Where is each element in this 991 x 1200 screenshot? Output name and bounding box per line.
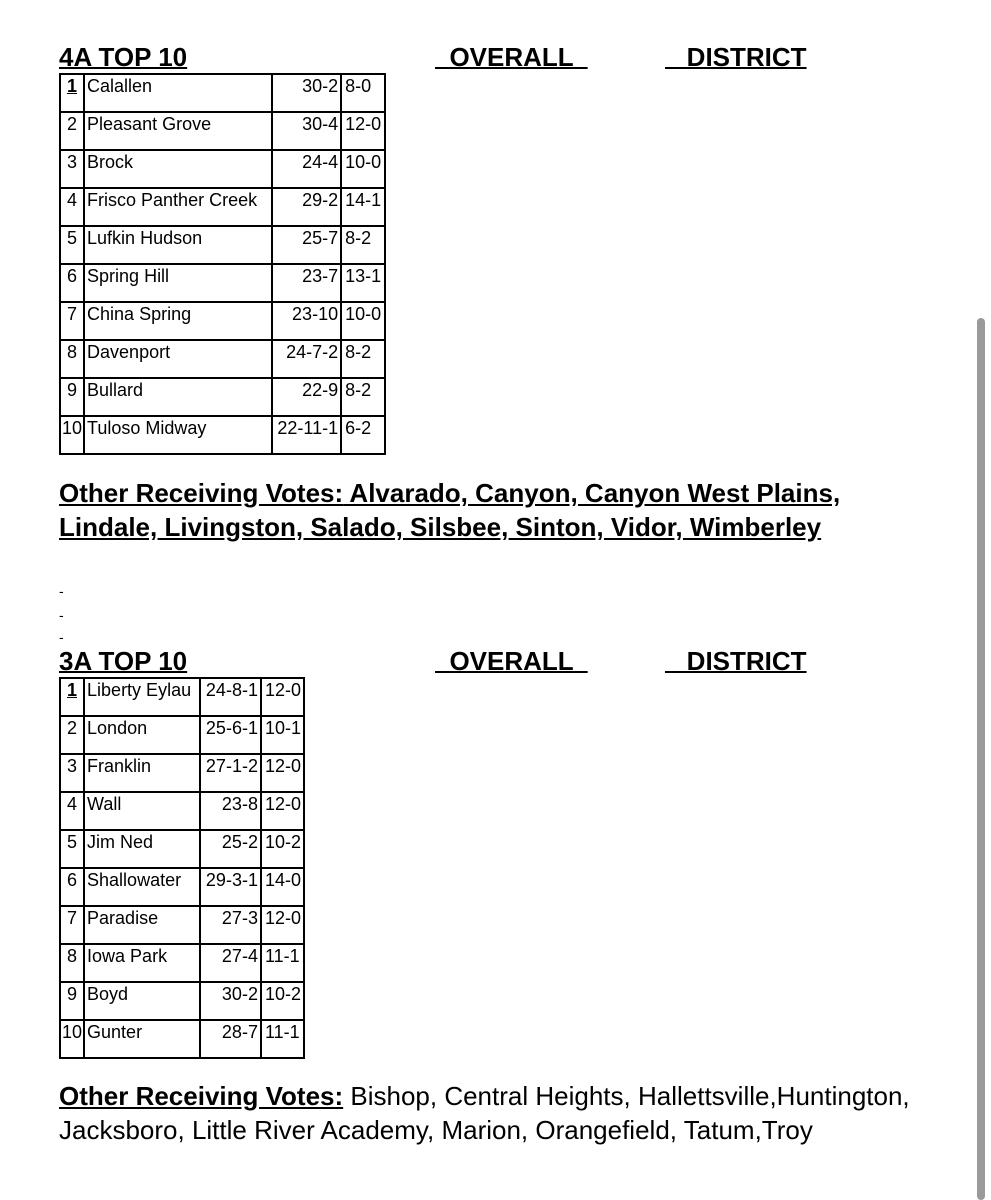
overall-record-cell: 25-2: [200, 830, 261, 868]
rankings-table-3a: [59, 677, 305, 1059]
overall-record-cell: 22-11-1: [272, 416, 341, 454]
table-row: [60, 226, 385, 264]
table-row: [60, 982, 304, 1020]
team-name-cell: Boyd: [84, 982, 200, 1020]
other-votes-4a: [59, 476, 919, 544]
table-row: [60, 264, 385, 302]
vertical-scrollbar[interactable]: [977, 318, 985, 1200]
rank-cell: 9: [60, 982, 84, 1020]
overall-record-cell: 29-2: [272, 188, 341, 226]
team-name-cell: Iowa Park: [84, 944, 200, 982]
rank-cell: 7: [60, 906, 84, 944]
table-row: [60, 188, 385, 226]
section-title: 3A TOP 10: [59, 646, 188, 676]
team-name-cell: Bullard: [84, 378, 272, 416]
overall-record-cell: 24-8-1: [200, 678, 261, 716]
table-row: [60, 1020, 304, 1058]
team-name-cell: Gunter: [84, 1020, 200, 1058]
overall-record-cell: 23-10: [272, 302, 341, 340]
table-row: [60, 150, 385, 188]
district-record-cell: 14-1: [341, 188, 385, 226]
overall-record-cell: 27-3: [200, 906, 261, 944]
district-record-cell: 10-0: [341, 150, 385, 188]
district-record-cell: 14-0: [261, 868, 304, 906]
table-row: [60, 830, 304, 868]
separator-mark: -: [59, 583, 64, 599]
table-row: [60, 74, 385, 112]
table-row: [60, 112, 385, 150]
district-record-cell: 11-1: [261, 1020, 304, 1058]
team-name-cell: Spring Hill: [84, 264, 272, 302]
table-row: [60, 754, 304, 792]
overall-record-cell: 24-4: [272, 150, 341, 188]
overall-column-label: OVERALL: [435, 42, 588, 72]
team-name-cell: Davenport: [84, 340, 272, 378]
rank-cell: 7: [60, 302, 84, 340]
team-name-cell: Frisco Panther Creek: [84, 188, 272, 226]
district-record-cell: 12-0: [261, 906, 304, 944]
table-row: [60, 678, 304, 716]
team-name-cell: Shallowater: [84, 868, 200, 906]
district-record-cell: 10-0: [341, 302, 385, 340]
team-name-cell: Brock: [84, 150, 272, 188]
district-record-cell: 12-0: [261, 678, 304, 716]
rank-cell: 6: [60, 868, 84, 906]
overall-record-cell: 23-8: [200, 792, 261, 830]
rank-cell: 4: [60, 188, 84, 226]
other-votes-list: Alvarado, Canyon, Canyon West Plains, Lindale, Livingston, Salado, Silsbee, Sinton, Vidor, Wimberley: [59, 478, 841, 542]
other-votes-3a: [59, 1079, 919, 1147]
team-name-cell: London: [84, 716, 200, 754]
overall-record-cell: 27-4: [200, 944, 261, 982]
section-3a-header: [59, 646, 859, 676]
rank-cell: 5: [60, 830, 84, 868]
table-row: [60, 340, 385, 378]
overall-record-cell: 30-2: [200, 982, 261, 1020]
table-row: [60, 906, 304, 944]
table-row: [60, 378, 385, 416]
district-record-cell: 8-2: [341, 378, 385, 416]
district-record-cell: 12-0: [261, 754, 304, 792]
rank-cell: 10: [60, 1020, 84, 1058]
table-row: [60, 302, 385, 340]
team-name-cell: China Spring: [84, 302, 272, 340]
other-votes-label: Other Receiving Votes:: [59, 478, 344, 508]
rank-cell: 10: [60, 416, 84, 454]
rank-cell: 6: [60, 264, 84, 302]
table-row: [60, 944, 304, 982]
district-record-cell: 8-0: [341, 74, 385, 112]
team-name-cell: Calallen: [84, 74, 272, 112]
district-column-label: DISTRICT: [665, 42, 807, 72]
table-row: [60, 716, 304, 754]
other-votes-list: Bishop, Central Heights, Hallettsville,Huntington, Jacksboro, Little River Academy, Marion, Orangefield, Tatum,Troy: [59, 1081, 910, 1145]
district-record-cell: 13-1: [341, 264, 385, 302]
overall-record-cell: 22-9: [272, 378, 341, 416]
overall-record-cell: 28-7: [200, 1020, 261, 1058]
rank-cell: 8: [60, 944, 84, 982]
overall-record-cell: 30-4: [272, 112, 341, 150]
district-record-cell: 10-2: [261, 830, 304, 868]
table-row: [60, 416, 385, 454]
rankings-table-4a: [59, 73, 386, 455]
rank-cell: 4: [60, 792, 84, 830]
district-record-cell: 12-0: [341, 112, 385, 150]
district-record-cell: 6-2: [341, 416, 385, 454]
team-name-cell: Liberty Eylau: [84, 678, 200, 716]
overall-record-cell: 27-1-2: [200, 754, 261, 792]
district-record-cell: 11-1: [261, 944, 304, 982]
overall-record-cell: 23-7: [272, 264, 341, 302]
overall-record-cell: 25-7: [272, 226, 341, 264]
separator-mark: -: [59, 607, 64, 623]
rank-cell: 9: [60, 378, 84, 416]
overall-record-cell: 24-7-2: [272, 340, 341, 378]
team-name-cell: Lufkin Hudson: [84, 226, 272, 264]
overall-record-cell: 30-2: [272, 74, 341, 112]
district-record-cell: 12-0: [261, 792, 304, 830]
rank-cell: 5: [60, 226, 84, 264]
section-4a-header: [59, 42, 859, 72]
team-name-cell: Pleasant Grove: [84, 112, 272, 150]
team-name-cell: Jim Ned: [84, 830, 200, 868]
team-name-cell: Tuloso Midway: [84, 416, 272, 454]
rank-cell: 2: [60, 112, 84, 150]
overall-record-cell: 25-6-1: [200, 716, 261, 754]
table-row: [60, 868, 304, 906]
rank-cell: 2: [60, 716, 84, 754]
team-name-cell: Paradise: [84, 906, 200, 944]
district-record-cell: 8-2: [341, 340, 385, 378]
team-name-cell: Wall: [84, 792, 200, 830]
district-record-cell: 8-2: [341, 226, 385, 264]
rank-cell: 8: [60, 340, 84, 378]
other-votes-label: Other Receiving Votes:: [59, 1081, 344, 1111]
rank-cell: 3: [60, 754, 84, 792]
district-record-cell: 10-2: [261, 982, 304, 1020]
district-column-label: DISTRICT: [665, 646, 807, 676]
rank-cell: 1: [60, 678, 84, 716]
district-record-cell: 10-1: [261, 716, 304, 754]
rank-cell: 3: [60, 150, 84, 188]
rank-cell: 1: [60, 74, 84, 112]
team-name-cell: Franklin: [84, 754, 200, 792]
table-row: [60, 792, 304, 830]
overall-record-cell: 29-3-1: [200, 868, 261, 906]
overall-column-label: OVERALL: [435, 646, 588, 676]
separator-mark: -: [59, 629, 64, 645]
section-title: 4A TOP 10: [59, 42, 188, 72]
